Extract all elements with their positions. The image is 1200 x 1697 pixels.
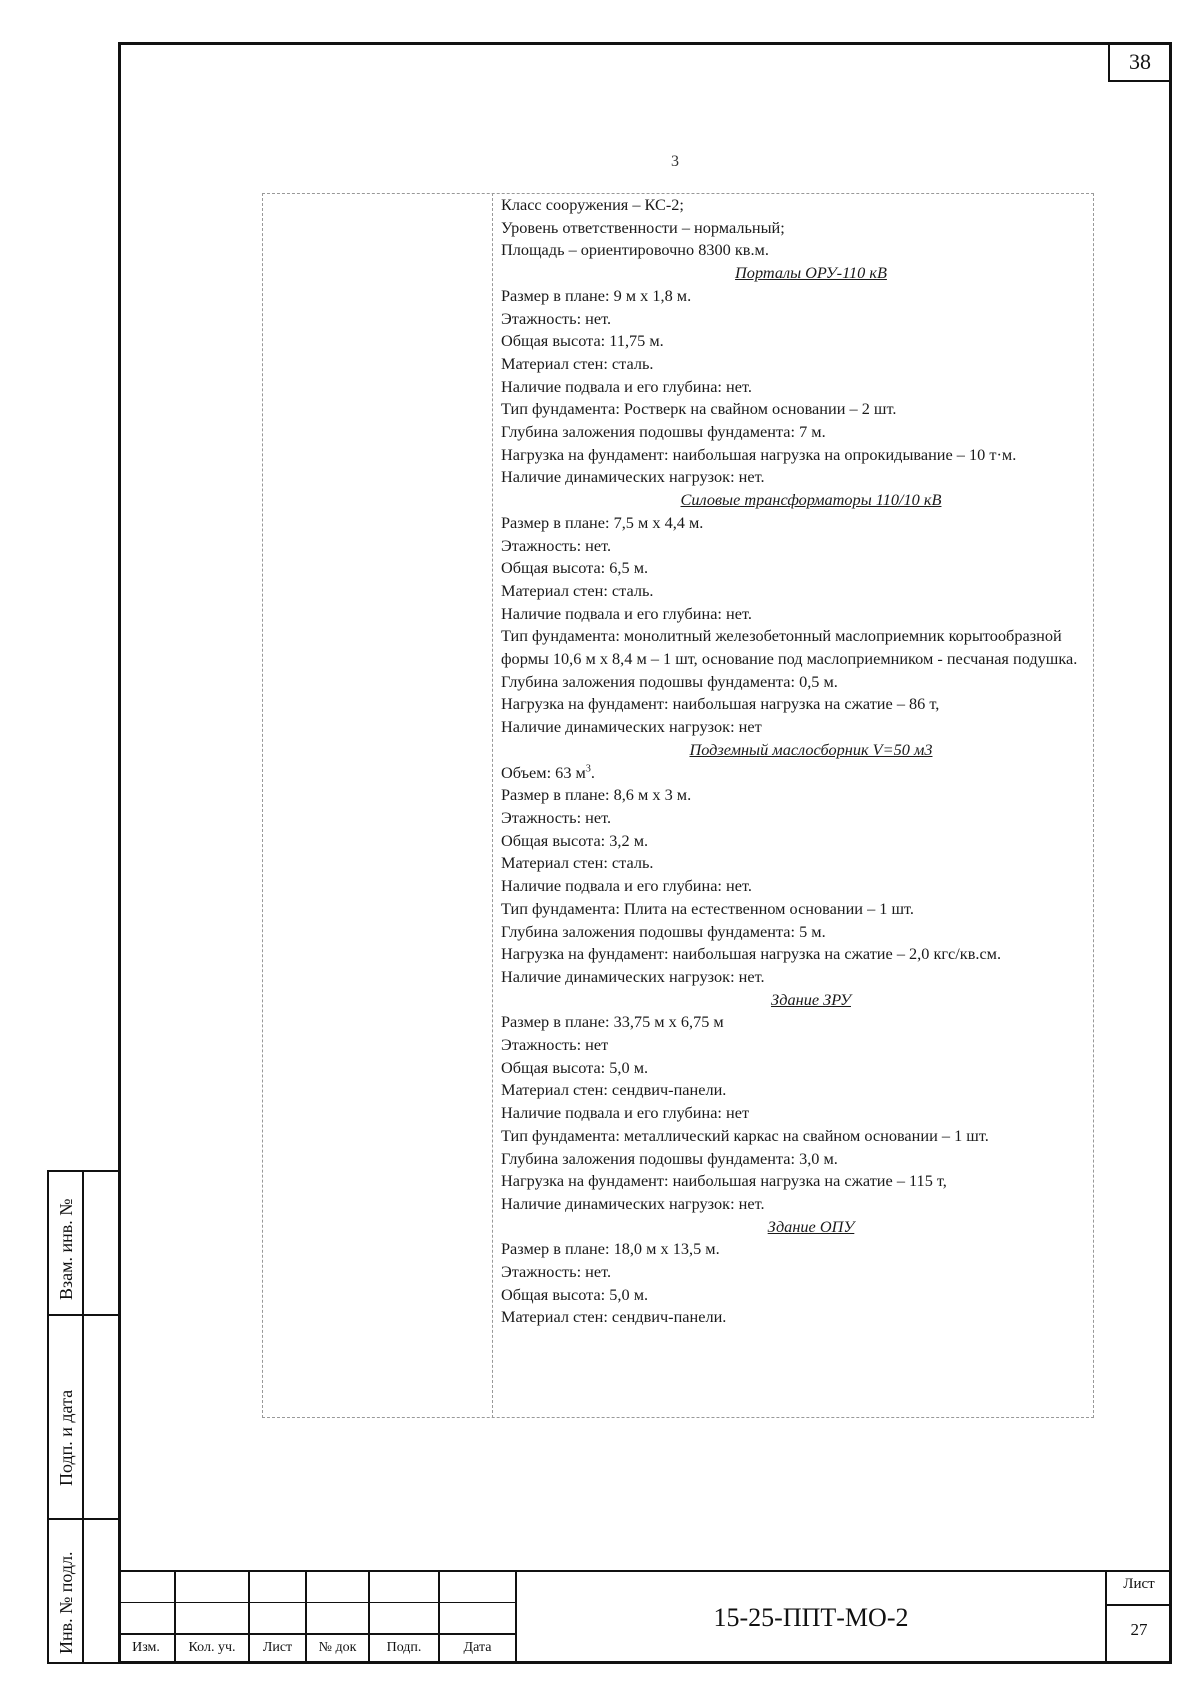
section-heading: Подземный маслосборник V=50 м3 — [689, 739, 933, 759]
side-label-inv: Инв. № подл. — [56, 1551, 76, 1654]
text-line: Нагрузка на фундамент: наибольшая нагрузка на сжатие – 115 т, — [501, 1171, 947, 1191]
list-number: 27 — [1130, 1620, 1148, 1639]
sheet-number: 38 — [1108, 42, 1172, 82]
text-line: Размер в плане: 18,0 м х 13,5 м. — [501, 1239, 720, 1259]
text-line: Наличие динамических нагрузок: нет — [501, 717, 762, 737]
text-line: Материал стен: сендвич-панели. — [501, 1307, 727, 1327]
text-line: Общая высота: 6,5 м. — [501, 558, 649, 578]
section-heading: Силовые трансформаторы 110/10 кВ — [680, 490, 942, 510]
text-line: Наличие подвала и его глубина: нет — [501, 1103, 750, 1123]
text-line: Тип фундамента: Плита на естественном основании – 1 шт. — [501, 898, 914, 918]
text-line: Наличие динамических нагрузок: нет. — [501, 467, 765, 487]
text-line: Уровень ответственности – нормальный; — [501, 217, 785, 237]
text-line: Размер в плане: 9 м х 1,8 м. — [501, 285, 692, 305]
text-line: Глубина заложения подошвы фундамента: 5 м. — [501, 921, 826, 941]
scanned-table-divider — [492, 193, 493, 1418]
text-line: Общая высота: 11,75 м. — [501, 331, 664, 351]
text-line: Глубина заложения подошвы фундамента: 7 м. — [501, 422, 826, 442]
list-label: Лист — [1123, 1576, 1155, 1592]
title-block-line — [1106, 1604, 1172, 1606]
text-line: Глубина заложения подошвы фундамента: 0,5 м. — [501, 671, 838, 691]
text-line: Общая высота: 3,2 м. — [501, 830, 649, 850]
text-line: Размер в плане: 8,6 м х 3 м. — [501, 785, 692, 805]
text-line: Этажность: нет. — [501, 1262, 612, 1282]
text-line: Объем: 63 $м^3$. — [501, 762, 595, 782]
document-text — [501, 194, 1091, 1329]
text-line: Размер в плане: 7,5 м х 4,4 м. — [501, 512, 704, 532]
document-code: 15-25-ППТ-МО-2 — [713, 1603, 909, 1632]
text-line: Размер в плане: 33,75 м х 6,75 м — [501, 1012, 724, 1032]
col-izm: Изм. — [132, 1640, 160, 1655]
text-line: Общая высота: 5,0 м. — [501, 1057, 649, 1077]
side-strip-row — [47, 1518, 118, 1520]
side-label-vzam: Взам. инв. № — [56, 1198, 76, 1300]
volume-superscript: 3 — [585, 763, 591, 775]
text-line: Материал стен: сендвич-панели. — [501, 1080, 727, 1100]
text-line: Наличие подвала и его глубина: нет. — [501, 376, 752, 396]
col-kol-uch: Кол. уч. — [188, 1640, 236, 1655]
side-label-podp: Подп. и дата — [56, 1389, 76, 1486]
col-data: Дата — [463, 1640, 492, 1655]
text-line: Класс сооружения – КС-2; — [501, 195, 684, 214]
text-line: Этажность: нет — [501, 1035, 609, 1055]
text-line: Наличие динамических нагрузок: нет. — [501, 966, 765, 986]
title-block-line — [118, 1602, 516, 1603]
section-heading: Здание ОПУ — [767, 1216, 855, 1236]
title-block-line — [118, 1570, 1172, 1572]
text-line: Наличие динамических нагрузок: нет. — [501, 1193, 765, 1213]
col-n-dok: № док — [318, 1640, 357, 1655]
text-line: Этажность: нет. — [501, 807, 612, 827]
volume-text: Объем: 63 м — [501, 762, 586, 782]
text-line: Этажность: нет. — [501, 535, 612, 555]
text-line: Нагрузка на фундамент: наибольшая нагрузка на сжатие – 2,0 кгс/кв.см. — [501, 944, 1002, 964]
col-podp: Подп. — [386, 1640, 422, 1655]
text-line: Тип фундамента: Ростверк на свайном основании – 2 шт. — [501, 399, 897, 419]
text-line: Нагрузка на фундамент: наибольшая нагрузка на опрокидывание – 10 т·м. — [501, 444, 1017, 464]
title-block-line — [118, 1633, 516, 1635]
text-line: Этажность: нет. — [501, 308, 612, 328]
text-line: Площадь – ориентировочно 8300 кв.м. — [501, 240, 769, 260]
col-list: Лист — [262, 1640, 293, 1655]
text-line: Материал стен: сталь. — [501, 580, 654, 600]
text-line: Материал стен: сталь. — [501, 853, 654, 873]
section-heading: Порталы ОРУ-110 кВ — [735, 263, 887, 283]
text-line: Материал стен: сталь. — [501, 353, 654, 373]
text-line: Наличие подвала и его глубина: нет. — [501, 876, 752, 896]
text-line: Нагрузка на фундамент: наибольшая нагрузка на сжатие – 86 т, — [501, 694, 940, 714]
text-line: Тип фундамента: монолитный железобетонный маслоприемник корытообразной формы 10,6 м х 8,4 м – 1 шт, основание под маслоприемником - песчаная подушка. — [501, 626, 1078, 669]
text-line: Тип фундамента: металлический каркас на свайном основании – 1 шт. — [501, 1125, 989, 1145]
text-line: Глубина заложения подошвы фундамента: 3,0 м. — [501, 1148, 838, 1168]
text-line: Наличие подвала и его глубина: нет. — [501, 603, 752, 623]
side-strip-row — [47, 1314, 118, 1316]
section-heading: Здание ЗРУ — [771, 989, 851, 1009]
text-line: Общая высота: 5,0 м. — [501, 1284, 649, 1304]
page-number: 3 — [671, 153, 679, 170]
